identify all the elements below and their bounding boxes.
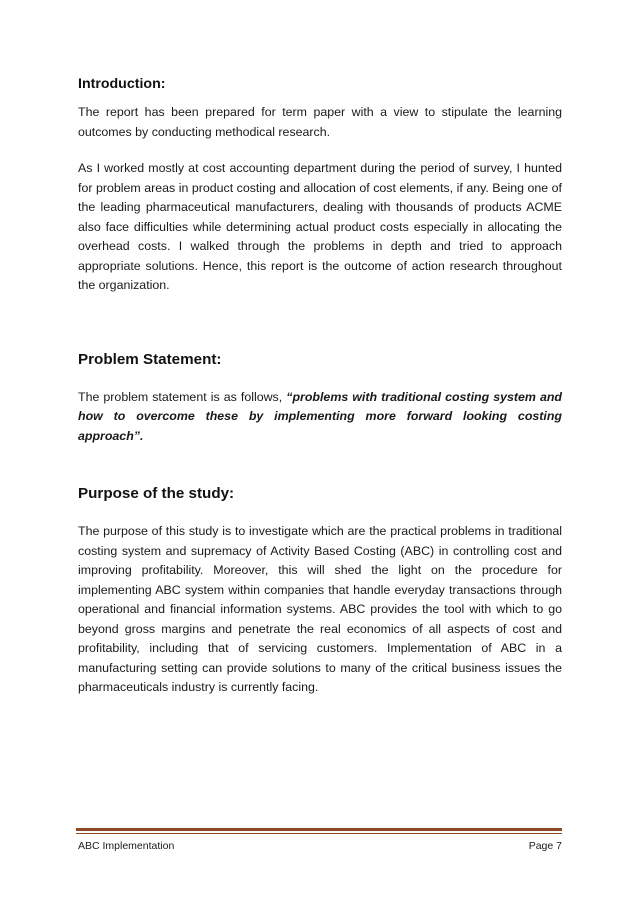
problem-statement-quote: “problems with traditional costing system and how to overcome these by implementing more forward looking costing approach”. [78,389,563,443]
purpose-heading: Purpose of the study: [78,485,235,502]
footer-document-title: ABC Implementation [78,840,175,852]
introduction-paragraph-1: The report has been prepared for term paper with a view to stipulate the learning outcomes by conducting methodical research. [78,105,562,139]
purpose-paragraph: The purpose of this study is to investigate which are the practical problems in traditional costing system and supremacy of Activity Based Costing (ABC) in controlling cost and improving profitability. Moreover, this will shed the light on the procedure for implementing ABC system within companies that handle everyday transactions through operational and financial information systems. ABC provides the tool with which to go beyond gross margins and penetrate the real economics of all aspects of cost and profitability, including that of servicing customers. Implementation of ABC in a manufacturing setting can provide solutions to many of the critical business issues the pharmaceuticals industry is currently facing. [78,524,562,694]
introduction-paragraph-2: As I worked mostly at cost accounting department during the period of survey, I hunted for problem areas in product costing and allocation of cost elements, if any. Being one of the leading pharmaceutical manufacturers, dealing with thousands of products ACME also face difficulties while determining actual product costs especially in allocating the overhead costs. I walked through the problems in depth and tried to approach appropriate solutions. Hence, this report is the outcome of action research throughout the organization. [78,161,562,292]
problem-statement-lead: The problem statement is as follows, [78,389,287,404]
page-content [78,74,562,698]
problem-statement-paragraph [78,388,562,447]
problem-statement-heading: Problem Statement: [78,350,222,368]
footer-rule-thin [76,833,562,834]
footer-rule-thick [76,828,562,831]
footer-page-number: Page 7 [528,840,562,852]
introduction-heading: Introduction: [78,76,166,92]
